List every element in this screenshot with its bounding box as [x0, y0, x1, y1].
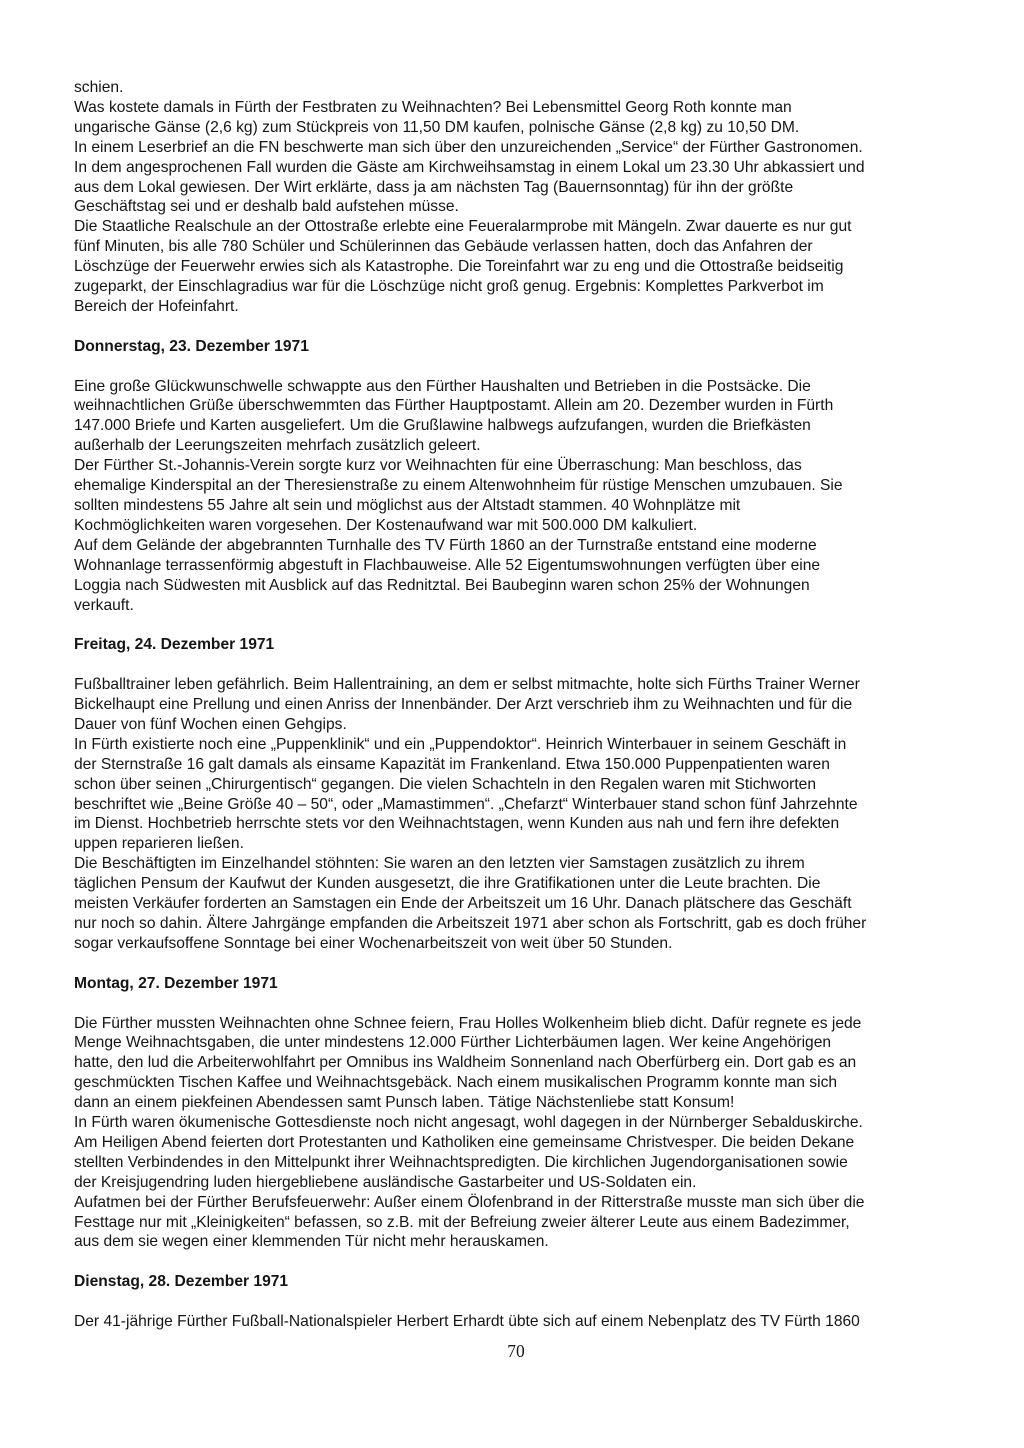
text-line: geschmückten Tischen Kaffee und Weihnachtsgebäck. Nach einem musikalischen Programm konnte man sich	[74, 1074, 838, 1092]
section-heading: Dienstag, 28. Dezember 1971	[74, 1273, 289, 1291]
text-line: im Dienst. Hochbetrieb herrschte stets vor den Weihnachtstagen, wenn Kunden aus nah und fern ihre defekten	[74, 815, 840, 833]
text-line: aus dem sie wegen einer klemmenden Tür nicht mehr herauskamen.	[74, 1233, 549, 1251]
text-line: Festtage nur mit „Kleinigkeiten“ befassen, so z.B. mit der Befreiung zweier älterer Leute aus einem Badezimmer,	[74, 1213, 850, 1231]
section-heading: Donnerstag, 23. Dezember 1971	[74, 337, 309, 355]
text-line: 147.000 Briefe und Karten ausgeliefert. Um die Grußlawine halbwegs aufzufangen, wurden die Briefkästen	[74, 417, 811, 435]
paragraph	[74, 377, 958, 616]
text-line: Geschäftstag sei und er deshalb bald aufstehen müsse.	[74, 198, 459, 216]
text-line: In Fürth existierte noch eine „Puppenklinik“ und ein „Puppendoktor“. Heinrich Winterbauer in seinem Geschäft in	[74, 735, 847, 753]
paragraph	[74, 1312, 958, 1332]
text-line: sogar verkaufsoffene Sonntage bei einer Wochenarbeitszeit von weit über 50 Stunden.	[74, 934, 673, 952]
document-body	[74, 78, 958, 1332]
text-line: Die Fürther mussten Weihnachten ohne Schnee feiern, Frau Holles Wolkenheim blieb dicht. Dafür regnete es jede	[74, 1014, 862, 1032]
text-line: beschriftet wie „Beine Größe 40 – 50“, oder „Mamastimmen“. „Chefarzt“ Winterbauer stand schon fünf Jahrzehnte	[74, 795, 858, 813]
text-line: In dem angesprochenen Fall wurden die Gäste am Kirchweihsamstag in einem Lokal um 23.30 Uhr abkassiert und	[74, 158, 865, 176]
text-line: sollten mindestens 55 Jahre alt sein und möglichst aus der Altstadt stammen. 40 Wohnplätze mit	[74, 497, 741, 514]
text-line: zugeparkt, der Einschlagradius war für die Löschzüge nicht groß genug. Ergebnis: Komplettes Parkverbot im	[74, 278, 824, 296]
text-line: In Fürth waren ökumenische Gottesdienste noch nicht angesagt, wohl dagegen in der Nürnberger Sebalduskirche.	[74, 1114, 863, 1132]
text-line: aus dem Lokal gewiesen. Der Wirt erklärte, dass ja am nächsten Tag (Bauernsonntag) für ihn der größte	[74, 178, 794, 196]
text-line: täglichen Pensum der Kaufwut der Kunden ausgesetzt, die ihre Gratifikationen unter die Leute brachten. Die	[74, 875, 821, 893]
text-line: schien.	[74, 79, 124, 96]
text-line: nur noch so dahin. Ältere Jahrgänge empfanden die Arbeitszeit 1971 aber schon als Fortschritt, gab es doch früher	[74, 915, 867, 932]
text-line: In einem Leserbrief an die FN beschwerte man sich über den unzureichenden „Service“ der Fürther Gastronomen.	[74, 138, 863, 156]
text-line: Auf dem Gelände der abgebrannten Turnhalle des TV Fürth 1860 an der Turnstraße entstand eine moderne	[74, 536, 817, 554]
text-line: dann an einem piekfeinen Abendessen samt Punsch laben. Tätige Nächstenliebe statt Konsum!	[74, 1094, 735, 1112]
text-line: Kochmöglichkeiten waren vorgesehen. Der Kostenaufwand war mit 500.000 DM kalkuliert.	[74, 516, 698, 534]
text-line: Dauer von fünf Wochen einen Gehgips.	[74, 715, 347, 733]
text-line: Menge Weihnachtsgaben, die unter mindestens 12.000 Fürther Lichterbäumen lagen. Wer keine Angehörigen	[74, 1034, 832, 1052]
text-line: Loggia nach Südwesten mit Ausblick auf das Rednitztal. Bei Baubeginn waren schon 25% der Wohnungen	[74, 576, 810, 594]
text-line: Die Staatliche Realschule an der Ottostraße erlebte eine Feueralarmprobe mit Mängeln. Zwar dauerte es nur gut	[74, 218, 852, 236]
text-line: Die Beschäftigten im Einzelhandel stöhnten: Sie waren an den letzten vier Samstagen zusätzlich zu ihrem	[74, 855, 805, 873]
text-line: Eine große Glückwunschwelle schwappte aus den Fürther Haushalten und Betrieben in die Postsäcke. Die	[74, 377, 811, 395]
text-line: Der Fürther St.-Johannis-Verein sorgte kurz vor Weihnachten für eine Überraschung: Man beschloss, das	[74, 457, 802, 475]
section-heading: Freitag, 24. Dezember 1971	[74, 636, 275, 654]
paragraph	[74, 675, 958, 954]
text-line: fünf Minuten, bis alle 780 Schüler und Schülerinnen das Gebäude verlassen hatten, doch das Anfahren der	[74, 238, 813, 256]
text-line: der Sternstraße 16 galt damals als einsame Kapazität im Frankenland. Etwa 150.000 Puppenpatienten waren	[74, 755, 830, 773]
text-line: Aufatmen bei der Fürther Berufsfeuerwehr: Außer einem Ölofenbrand in der Ritterstraße musste man sich über die	[74, 1193, 865, 1211]
text-line: schon über seinen „Chirurgentisch“ gegangen. Die vielen Schachteln in den Regalen waren mit Stichworten	[74, 775, 816, 793]
text-line: hatte, den lud die Arbeiterwohlfahrt per Omnibus ins Waldheim Sonnenland nach Oberfürberg ein. Dort gab es an	[74, 1054, 857, 1072]
text-line: uppen reparieren ließen.	[74, 835, 244, 853]
paragraph	[74, 78, 958, 317]
text-line: ehemalige Kinderspital an der Theresienstraße zu einem Altenwohnheim für rüstige Menschen umzubauen. Sie	[74, 477, 843, 495]
text-line: verkauft.	[74, 596, 134, 614]
text-line: Am Heiligen Abend feierten dort Protestanten und Katholiken eine gemeinsame Christvesper. Die beiden Dekane	[74, 1133, 855, 1151]
paragraph	[74, 1014, 958, 1253]
text-line: Wohnanlage terrassenförmig abgestuft in Flachbauweise. Alle 52 Eigentumswohnungen verfügten über eine	[74, 556, 821, 574]
text-line: Der 41-jährige Fürther Fußball-Nationalspieler Herbert Erhardt übte sich auf einem Nebenplatz des TV Fürth 1860	[74, 1313, 860, 1331]
text-line: Bereich der Hofeinfahrt.	[74, 297, 239, 315]
text-line: stellten Verbindendes in den Mittelpunkt ihrer Weihnachtspredigten. Die kirchlichen Jugendorganisationen sowie	[74, 1153, 848, 1171]
page-number: 70	[507, 1340, 525, 1361]
text-line: Löschzüge der Feuerwehr erwies sich als Katastrophe. Die Toreinfahrt war zu eng und die Ottostraße beidseitig	[74, 258, 844, 276]
text-line: Fußballtrainer leben gefährlich. Beim Hallentraining, an dem er selbst mitmachte, holte sich Fürths Trainer Werner	[74, 676, 860, 694]
text-line: meisten Verkäufer forderten an Samstagen ein Ende der Arbeitszeit um 16 Uhr. Danach plätschere das Geschäft	[74, 895, 852, 913]
section-heading: Montag, 27. Dezember 1971	[74, 974, 278, 992]
text-line: Bickelhaupt eine Prellung und einen Anriss der Innenbänder. Der Arzt verschrieb ihm zu Weihnachten und für die	[74, 696, 853, 714]
text-line: außerhalb der Leerungszeiten mehrfach zusätzlich geleert.	[74, 437, 481, 455]
text-line: Was kostete damals in Fürth der Festbraten zu Weihnachten? Bei Lebensmittel Georg Roth konnte man	[74, 98, 792, 116]
text-line: der Kreisjugendring luden hiergebliebene ausländische Gastarbeiter und US-Soldaten ein.	[74, 1173, 697, 1191]
text-line: ungarische Gänse (2,6 kg) zum Stückpreis von 11,50 DM kaufen, polnische Gänse (2,8 kg) zu 10,50 DM.	[74, 118, 800, 136]
text-line: weihnachtlichen Grüße überschwemmten das Fürther Hauptpostamt. Allein am 20. Dezember wurden in Fürth	[74, 397, 834, 415]
